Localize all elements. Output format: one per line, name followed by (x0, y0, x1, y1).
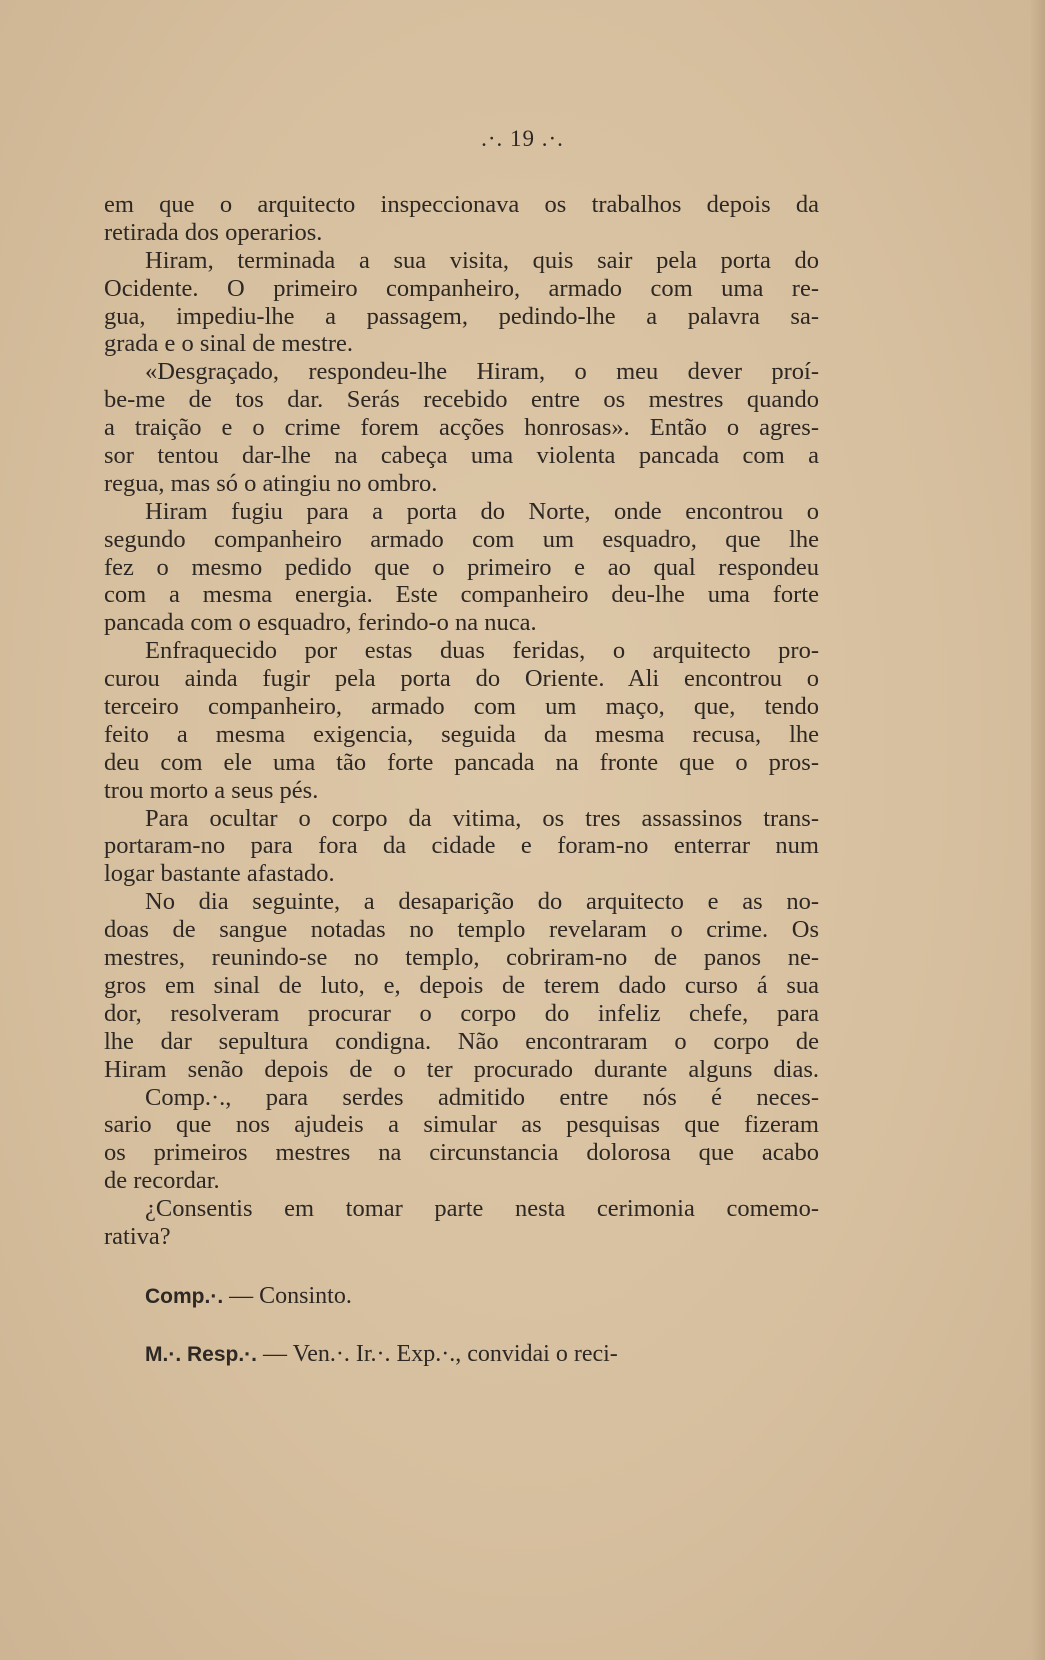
text-line: gros em sinal de luto, e, depois de terem dado curso á sua (104, 971, 819, 999)
page-edge (1031, 0, 1045, 1660)
text-line: Ocidente. O primeiro companheiro, armado com uma re- (104, 274, 819, 302)
text-line: a traição e o crime forem acções honrosas». Então o agres- (104, 414, 819, 442)
text-line: ¿Consentis em tomar parte nesta cerimonia comemo- (145, 1195, 819, 1223)
text-line: dor, resolveram procurar o corpo do infeliz chefe, para (104, 999, 819, 1027)
text-line: be-me de tos dar. Serás recebido entre os mestres quando (104, 386, 819, 414)
text-line: pancada com o esquadro, ferindo-o na nuca. (104, 609, 537, 637)
text-line: retirada dos operarios. (104, 218, 323, 246)
text-line: Hiram, terminada a sua visita, quis sair pela porta do (145, 246, 819, 274)
text-line: lhe dar sepultura condigna. Não encontraram o corpo de (104, 1027, 819, 1055)
text-line: com a mesma energia. Este companheiro deu-lhe uma forte (104, 581, 819, 609)
speech: — Consinto. (223, 1283, 352, 1309)
text-line: regua, mas só o atingiu no ombro. (104, 469, 438, 497)
text-line: portaram-no para fora da cidade e foram-no enterrar num (104, 832, 819, 860)
text-line: Para ocultar o corpo da vitima, os tres assassinos trans- (145, 804, 819, 832)
text-line: os primeiros mestres na circunstancia dolorosa que acabo (104, 1139, 819, 1167)
text-line: grada e o sinal de mestre. (104, 330, 353, 358)
speaker: Comp.·. (145, 1285, 224, 1308)
page-number: .·. 19 .·. (481, 126, 564, 151)
text-line: terceiro companheiro, armado com um maço, que, tendo (104, 693, 819, 721)
text-line: Enfraquecido por estas duas feridas, o arquitecto pro- (145, 637, 819, 665)
text-line: deu com ele uma tão forte pancada na fronte que o pros- (104, 748, 819, 776)
text-line: Comp.·., para serdes admitido entre nós é neces- (145, 1083, 819, 1111)
text-line: curou ainda fugir pela porta do Oriente. Ali encontrou o (104, 665, 819, 693)
dialogue-line (145, 1283, 352, 1310)
dialogue-line (145, 1341, 618, 1368)
text-line: em que o arquitecto inspeccionava os trabalhos depois da (104, 191, 819, 218)
speaker: M.·. Resp.·. (145, 1343, 258, 1366)
body-text (104, 191, 819, 1251)
text-line: Hiram fugiu para a porta do Norte, onde encontrou o (145, 497, 819, 525)
text-line: doas de sangue notadas no templo revelaram o crime. Os (104, 916, 819, 944)
text-line: gua, impediu-lhe a passagem, pedindo-lhe a palavra sa- (104, 302, 819, 330)
text-line: feito a mesma exigencia, seguida da mesma recusa, lhe (104, 720, 819, 748)
text-line: No dia seguinte, a desaparição do arquitecto e as no- (145, 888, 819, 916)
text-line: mestres, reunindo-se no templo, cobriram-no de panos ne- (104, 944, 819, 972)
text-line: segundo companheiro armado com um esquadro, que lhe (104, 525, 819, 553)
speech: — Ven.·. Ir.·. Exp.·., convidai o reci- (257, 1341, 618, 1367)
text-line: sor tentou dar-lhe na cabeça uma violenta pancada com a (104, 442, 819, 470)
text-line: de recordar. (104, 1167, 220, 1195)
text-line: Hiram senão depois de o ter procurado durante alguns dias. (104, 1055, 819, 1083)
text-line: «Desgraçado, respondeu-lhe Hiram, o meu dever proí- (145, 358, 819, 386)
text-line: fez o mesmo pedido que o primeiro e ao qual respondeu (104, 553, 819, 581)
text-line: sario que nos ajudeis a simular as pesquisas que fizeram (104, 1111, 819, 1139)
text-line: rativa? (104, 1222, 171, 1250)
text-line: logar bastante afastado. (104, 860, 335, 888)
text-line: trou morto a seus pés. (104, 776, 319, 804)
